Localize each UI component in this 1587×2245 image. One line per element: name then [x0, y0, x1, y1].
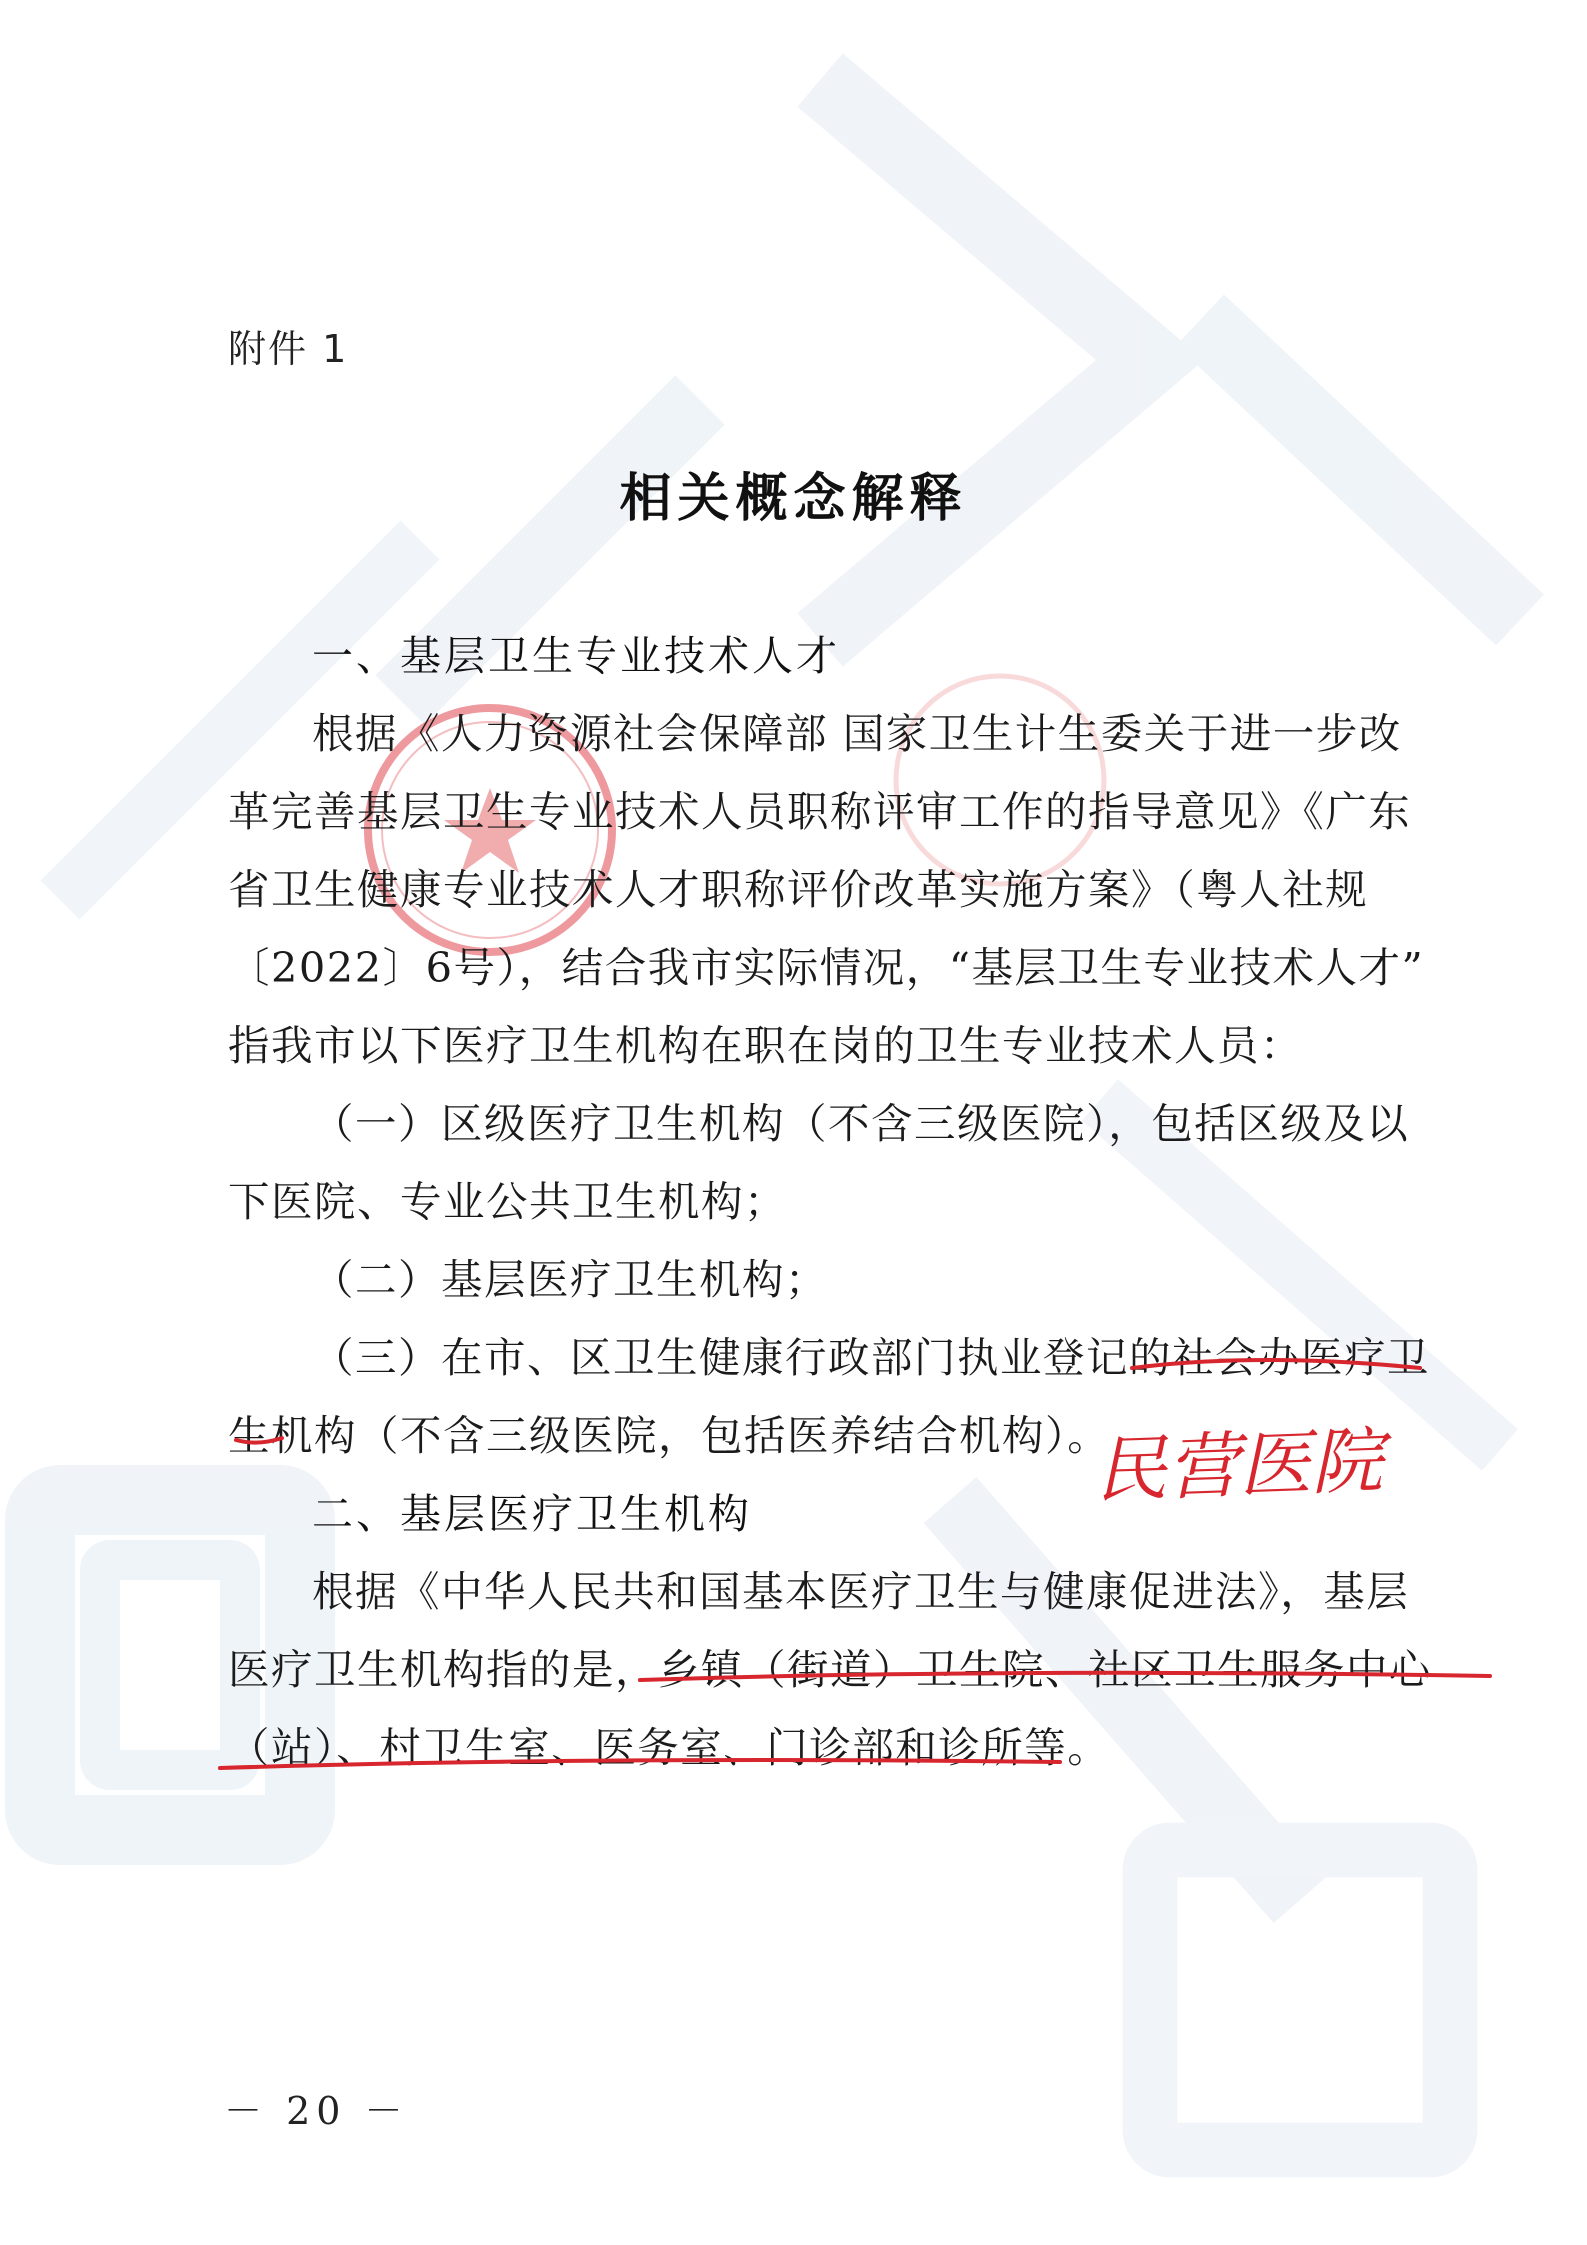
- list-item-line: （二）基层医疗卫生机构；: [312, 1255, 829, 1304]
- paragraph-line: 根据《人力资源社会保障部 国家卫生计生委关于进一步改: [312, 709, 1402, 758]
- paragraph-line: 根据《中华人民共和国基本医疗卫生与健康促进法》，基层: [312, 1567, 1410, 1616]
- list-item-line: 下医院、专业公共卫生机构；: [228, 1177, 788, 1226]
- list-item-line: （一）区级医疗卫生机构（不含三级医院），包括区级及以: [312, 1099, 1410, 1148]
- handwritten-note: 民营医院: [1093, 1418, 1385, 1513]
- document-title: 相关概念解释: [619, 469, 968, 529]
- attachment-label: 附件 1: [228, 327, 349, 371]
- paragraph-line: 省卫生健康专业技术人才职称评价改革实施方案》（粤人社规: [228, 865, 1369, 914]
- section-heading-2: 二、基层医疗卫生机构: [312, 1490, 752, 1538]
- document-body: [228, 617, 1433, 1787]
- section-heading-1: 一、基层卫生专业技术人才: [312, 632, 840, 680]
- list-item-line: （三）在市、区卫生健康行政部门执业登记的社会办医疗卫: [312, 1333, 1431, 1382]
- page-number: － 20 －: [224, 2089, 409, 2133]
- paragraph-line: （站）、村卫生室、医务室、门诊部和诊所等。: [228, 1723, 1111, 1772]
- paragraph-line: 医疗卫生机构指的是，乡镇（街道）卫生院、社区卫生服务中心: [228, 1645, 1433, 1694]
- paragraph-line: 〔2022〕6号），结合我市实际情况，“基层卫生专业技术人才”: [228, 943, 1425, 992]
- list-item-line: 生机构（不含三级医院，包括医养结合机构）。: [228, 1411, 1111, 1460]
- paragraph-line: 指我市以下医疗卫生机构在职在岗的卫生专业技术人员：: [228, 1021, 1304, 1070]
- paragraph-line: 革完善基层卫生专业技术人员职称评审工作的指导意见》《广东: [228, 787, 1412, 836]
